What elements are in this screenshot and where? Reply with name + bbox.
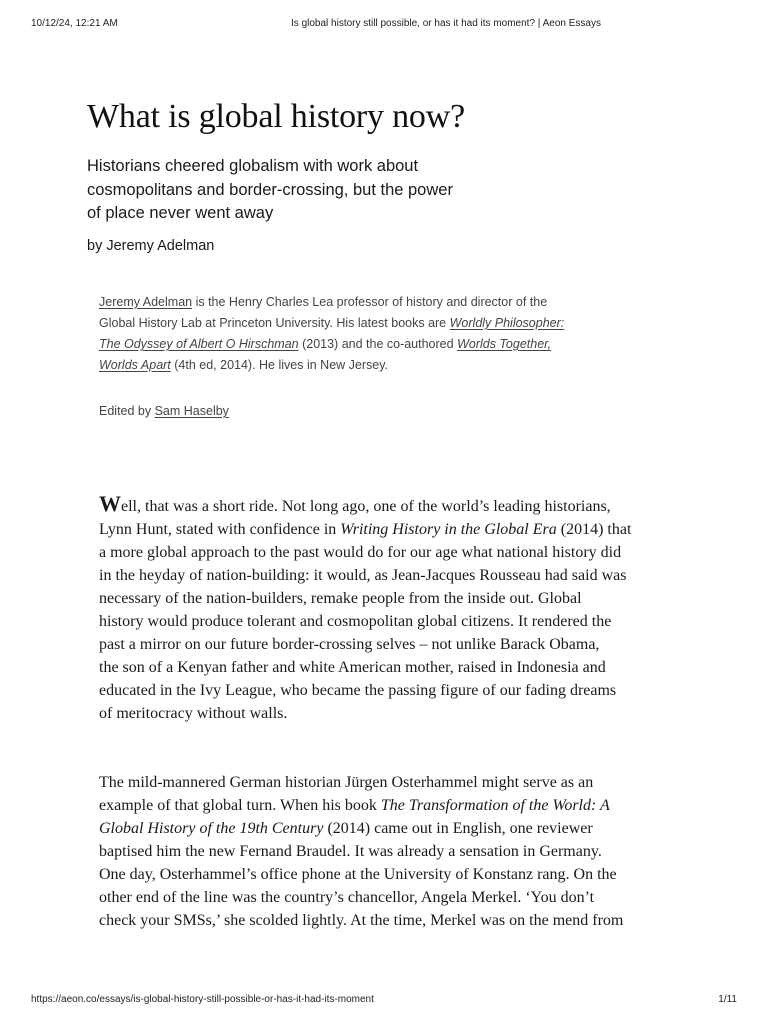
- book-title: Worlds Together,: [457, 337, 552, 351]
- bio-text: (2013) and the co-authored: [298, 337, 458, 351]
- paragraph-line: (2014) came out in English, one reviewer: [323, 820, 593, 837]
- author-link[interactable]: Jeremy Adelman: [99, 295, 193, 309]
- body-paragraph: [99, 491, 679, 725]
- body-paragraph: [99, 771, 679, 932]
- page-number: 1/11: [718, 994, 737, 1005]
- article-byline: by Jeremy Adelman: [87, 238, 215, 254]
- paragraph-line: baptised him the new Fernand Braudel. It was already a sensation in Germany.: [99, 843, 602, 860]
- author-bio: [99, 292, 619, 376]
- print-document-title: Is global history still possible, or has it had its moment? | Aeon Essays: [291, 18, 601, 29]
- book-title: Worldly Philosopher:: [449, 316, 565, 330]
- paragraph-line: Lynn Hunt, stated with confidence in: [99, 521, 341, 538]
- book-title: The Odyssey of Albert O Hirschman: [99, 337, 299, 351]
- article-standfirst: [87, 155, 487, 226]
- article-title: What is global history now?: [87, 98, 465, 135]
- standfirst-line: cosmopolitans and border-crossing, but the power: [87, 180, 453, 199]
- bio-text: is the Henry Charles Lea professor of history and director of the: [192, 295, 548, 309]
- editor-link[interactable]: Sam Haselby: [154, 404, 229, 418]
- paragraph-line: ell, that was a short ride. Not long ago, one of the world’s leading historians,: [121, 498, 611, 515]
- paragraph-line: example of that global turn. When his book: [99, 797, 381, 814]
- edited-by-label: Edited by: [99, 404, 155, 418]
- print-datetime: 10/12/24, 12:21 AM: [31, 18, 118, 29]
- paragraph-line: necessary of the nation-builders, remake people from the inside out. Global: [99, 590, 582, 607]
- paragraph-line: (2014) that: [556, 521, 632, 538]
- book-title: Worlds Apart: [99, 358, 171, 372]
- paragraph-line: in the heyday of nation-building: it would, as Jean-Jacques Rousseau had said was: [99, 567, 627, 584]
- standfirst-line: of place never went away: [87, 204, 274, 222]
- bio-text: (4th ed, 2014). He lives in New Jersey.: [170, 358, 389, 372]
- paragraph-line: history would produce tolerant and cosmopolitan global citizens. It rendered the: [99, 613, 612, 630]
- paragraph-line: The mild-mannered German historian Jürgen Osterhammel might serve as an: [99, 774, 594, 791]
- dropcap: W: [99, 491, 121, 516]
- paragraph-line: One day, Osterhammel’s office phone at the University of Konstanz rang. On the: [99, 866, 617, 883]
- paragraph-line: of meritocracy without walls.: [99, 705, 288, 722]
- standfirst-line: Historians cheered globalism with work about: [87, 157, 419, 175]
- book-title: Writing History in the Global Era: [340, 521, 557, 538]
- book-title: Global History of the 19th Century: [99, 820, 324, 837]
- edited-by: [99, 404, 229, 418]
- paragraph-line: a more global approach to the past would do for our age what national history did: [99, 544, 622, 561]
- paragraph-line: the son of a Kenyan father and white American mother, raised in Indonesia and: [99, 659, 606, 676]
- bio-text: Global History Lab at Princeton University. His latest books are: [99, 316, 450, 330]
- paragraph-line: past a mirror on our future border-crossing selves – not unlike Barack Obama,: [99, 636, 600, 653]
- book-title: The Transformation of the World: A: [380, 797, 610, 814]
- paragraph-line: other end of the line was the country’s chancellor, Angela Merkel. ‘You don’t: [99, 889, 595, 906]
- print-url: https://aeon.co/essays/is-global-history-still-possible-or-has-it-had-its-moment: [31, 994, 374, 1005]
- paragraph-line: educated in the Ivy League, who became the passing figure of our fading dreams: [99, 682, 617, 699]
- paragraph-line: check your SMSs,’ she scolded lightly. At the time, Merkel was on the mend from: [99, 912, 624, 929]
